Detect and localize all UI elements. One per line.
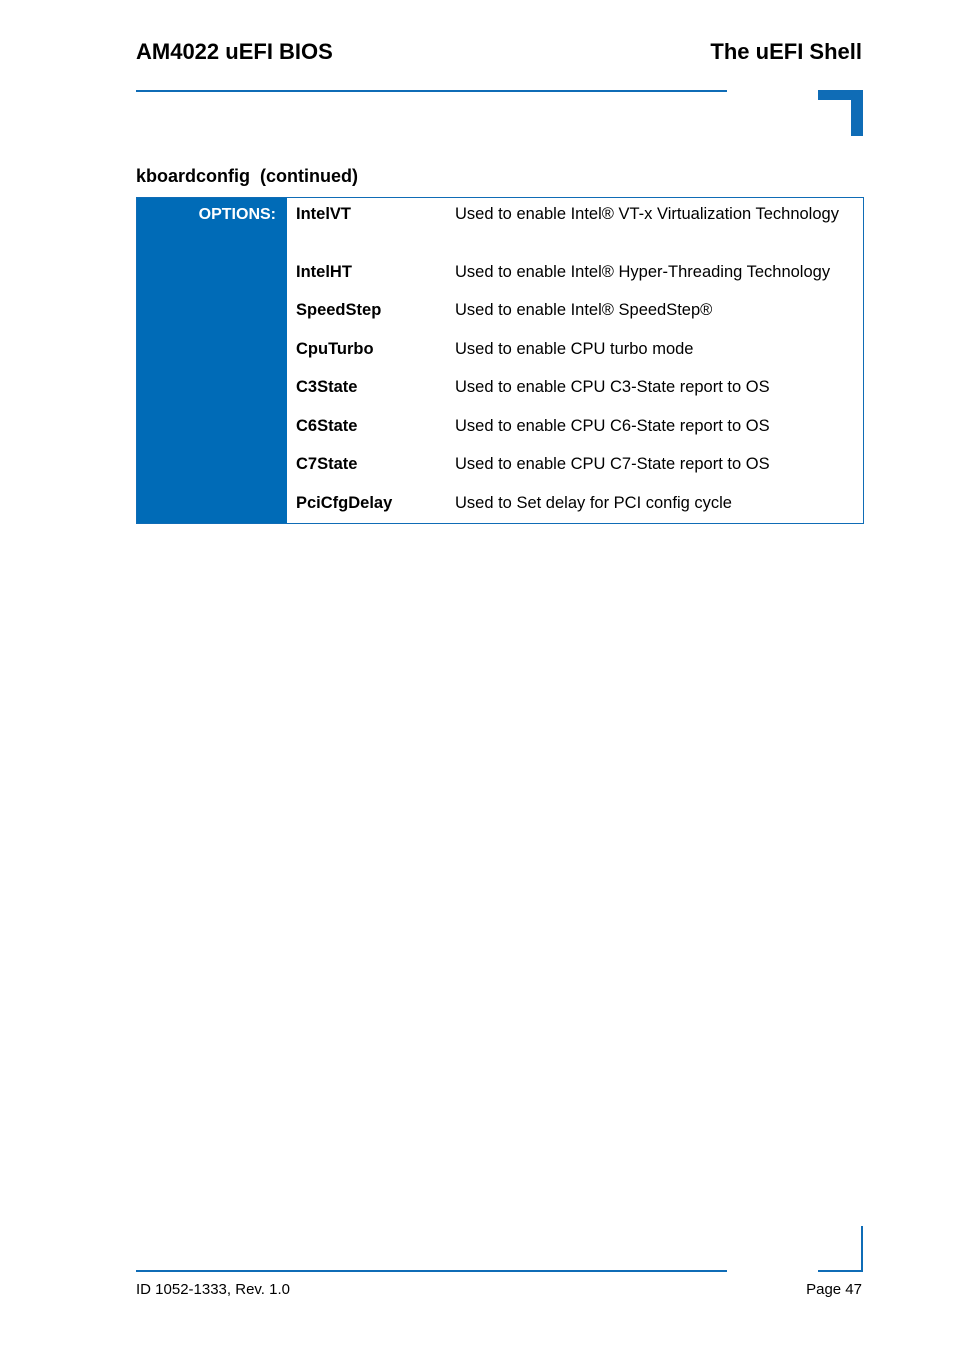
corner-bracket-top-icon bbox=[818, 90, 863, 136]
header-rule bbox=[136, 90, 727, 92]
option-description: Used to enable Intel® SpeedStep® bbox=[455, 301, 713, 319]
options-label: OPTIONS: bbox=[198, 206, 276, 223]
corner-bracket-bottom-icon bbox=[818, 1226, 863, 1272]
option-name: CpuTurbo bbox=[296, 340, 374, 358]
document-id: ID 1052-1333, Rev. 1.0 bbox=[136, 1281, 290, 1298]
chapter-title: The uEFI Shell bbox=[710, 39, 862, 64]
page-number: Page 47 bbox=[806, 1281, 862, 1298]
option-name: C7State bbox=[296, 455, 358, 473]
option-description: Used to enable CPU turbo mode bbox=[455, 340, 694, 358]
option-name: PciCfgDelay bbox=[296, 494, 393, 512]
option-name: IntelVT bbox=[296, 205, 352, 223]
option-name: SpeedStep bbox=[296, 301, 382, 319]
option-description: Used to enable CPU C3-State report to OS bbox=[455, 378, 770, 396]
footer-rule bbox=[136, 1270, 727, 1272]
options-label-column bbox=[137, 198, 287, 523]
document-title: AM4022 uEFI BIOS bbox=[136, 39, 333, 64]
section-title: kboardconfig (continued) bbox=[136, 166, 358, 186]
options-table bbox=[136, 197, 864, 524]
option-description: Used to enable CPU C7-State report to OS bbox=[455, 455, 770, 473]
option-name: C6State bbox=[296, 417, 358, 435]
option-name: IntelHT bbox=[296, 263, 352, 281]
option-description: Used to enable CPU C6-State report to OS bbox=[455, 417, 770, 435]
option-name: C3State bbox=[296, 378, 358, 396]
option-description: Used to enable Intel® VT-x Virtualization Technology bbox=[455, 205, 839, 223]
option-description: Used to enable Intel® Hyper-Threading Technology bbox=[455, 263, 831, 281]
option-description: Used to Set delay for PCI config cycle bbox=[455, 494, 732, 512]
